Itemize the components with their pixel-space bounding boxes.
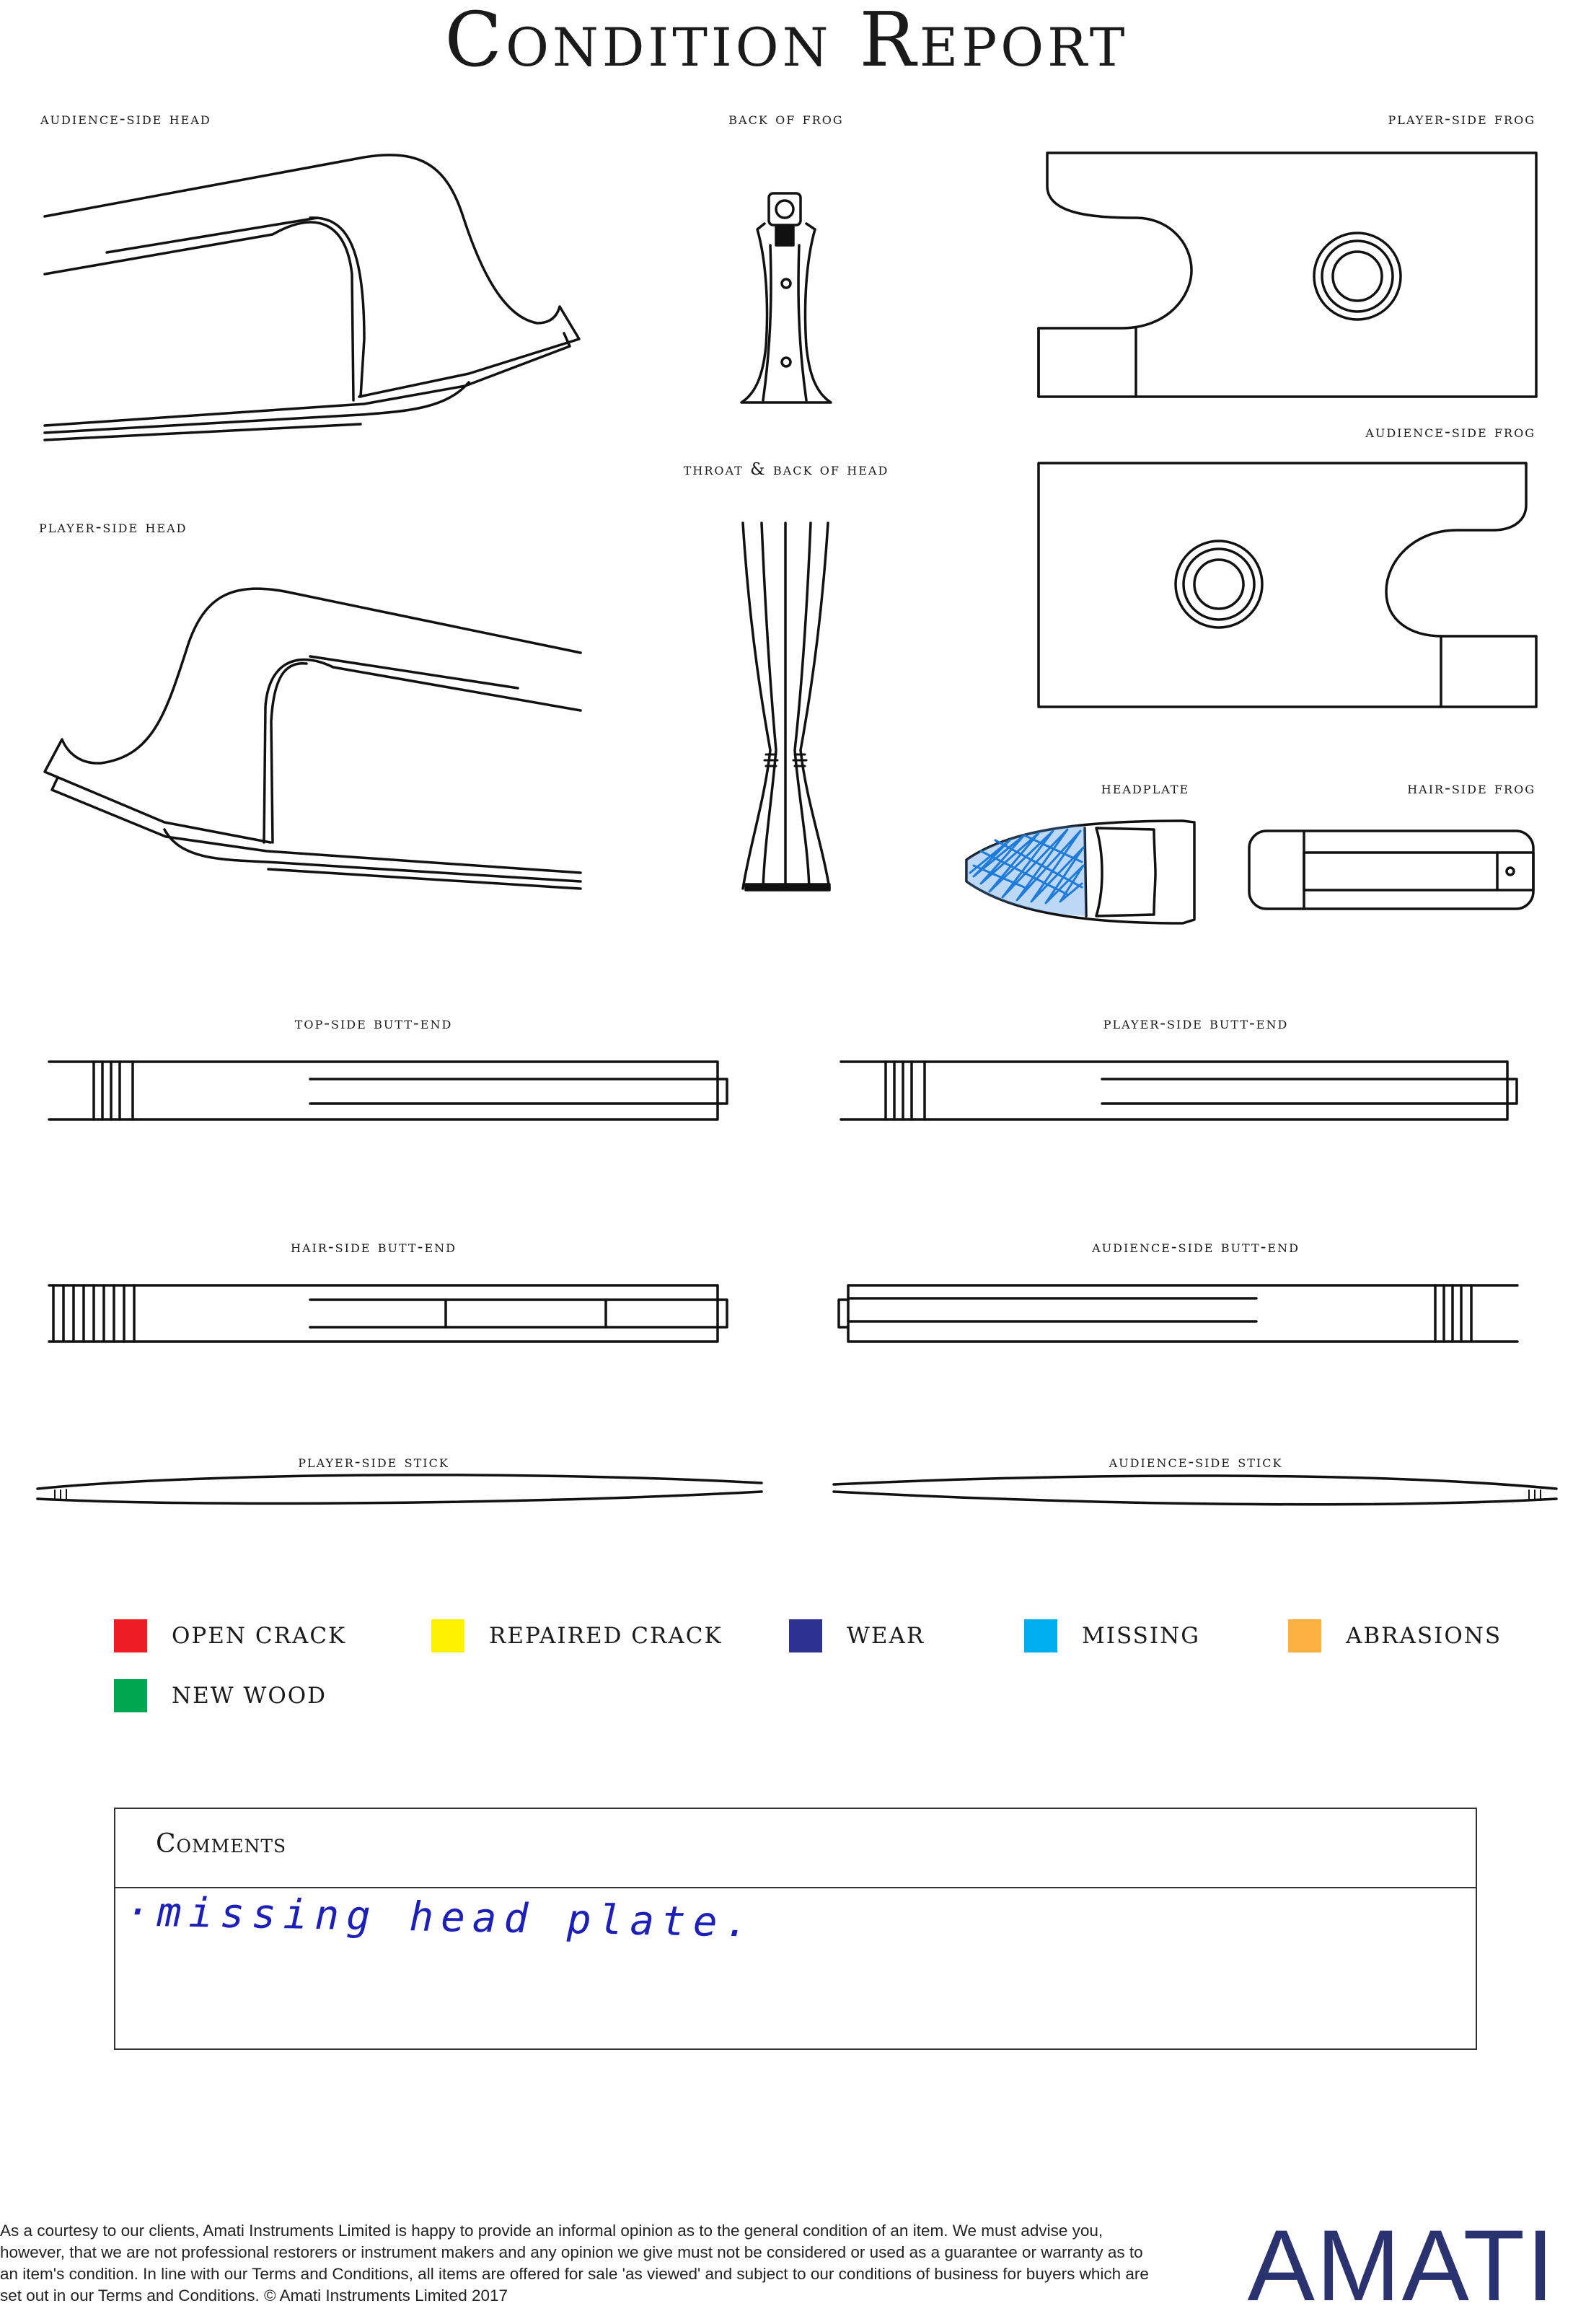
label-back-of-frog: back of frog [728,110,844,128]
label-headplate: headplate [1101,779,1190,798]
label-throat-back-of-head: throat & back of head [683,460,889,479]
drawing-player-side-head [45,589,581,889]
drawing-audience-side-stick [834,1476,1556,1505]
missing-area-fill [966,826,1086,916]
label-player-side-frog: player-side frog [1388,110,1535,128]
label-audience-side-stick: audience-side stick [1109,1453,1283,1471]
swatch-repaired-crack [431,1619,464,1652]
drawing-player-side-stick [38,1475,762,1503]
footer-disclaimer: As a courtesy to our clients, Amati Instruments Limited is happy to provide an informal opinion as to the general condition of an item. We must advise you, however, that we are not professional restorers or instrument makers and any opinion we give must not be considered or used as a guarantee or warranty as to an item's condition. In line with our Terms and Conditions, all items are offered for sale 'as viewed' and subject to our conditions of business for buyers which are set out in our Terms and Conditions. © Amati Instruments Limited 2017 [0,2222,1149,2305]
label-hair-side-butt-end: hair-side butt-end [291,1238,457,1256]
label-player-side-stick: player-side stick [298,1453,449,1471]
legend-new-wood [114,1678,327,1713]
swatch-wear [789,1619,822,1652]
legend-label-repaired-crack: REPAIRED CRACK [489,1623,723,1649]
swatch-open-crack [114,1619,147,1652]
label-player-side-head: player-side head [39,518,188,537]
comments-handwritten-note: ·missing head plate. [125,1888,757,1947]
legend-abrasions [1288,1619,1502,1653]
legend-label-open-crack: OPEN CRACK [172,1623,347,1649]
drawing-player-side-butt-end [841,1062,1517,1119]
legend-repaired-crack [431,1619,723,1653]
label-hair-side-frog: hair-side frog [1407,779,1535,798]
drawing-audience-side-butt-end [839,1285,1517,1342]
drawing-hair-side-frog [1249,831,1533,909]
brand-logo: AMATI [1247,2209,1556,2322]
legend-label-wear: WEAR [847,1623,925,1649]
drawing-top-side-butt-end [49,1062,727,1119]
label-top-side-butt-end: top-side butt-end [294,1014,453,1033]
swatch-new-wood [114,1679,147,1712]
drawing-player-side-frog [1039,153,1536,397]
comments-title: Comments [156,1829,287,1859]
swatch-abrasions [1288,1619,1321,1652]
legend-open-crack [114,1619,346,1653]
label-audience-side-frog: audience-side frog [1365,423,1535,441]
legend-label-missing: MISSING [1082,1623,1201,1649]
comments-header [115,1809,1476,1888]
legend-wear [789,1619,925,1653]
swatch-missing [1024,1619,1057,1652]
drawing-throat-back-of-head [743,523,829,890]
legend-label-new-wood: NEW WOOD [172,1683,327,1709]
label-audience-side-head: audience-side head [40,110,211,128]
page-title: Condition Report [444,0,1129,84]
comments-box[interactable] [114,1808,1477,2050]
legend-label-abrasions: ABRASIONS [1346,1623,1502,1649]
legend-missing [1024,1619,1200,1653]
drawing-audience-side-frog [1039,463,1536,707]
label-audience-side-butt-end: audience-side butt-end [1092,1238,1300,1256]
drawing-hair-side-butt-end [49,1285,727,1342]
drawing-audience-side-head [45,155,579,440]
label-player-side-butt-end: player-side butt-end [1103,1014,1289,1033]
drawing-back-of-frog [741,193,831,402]
